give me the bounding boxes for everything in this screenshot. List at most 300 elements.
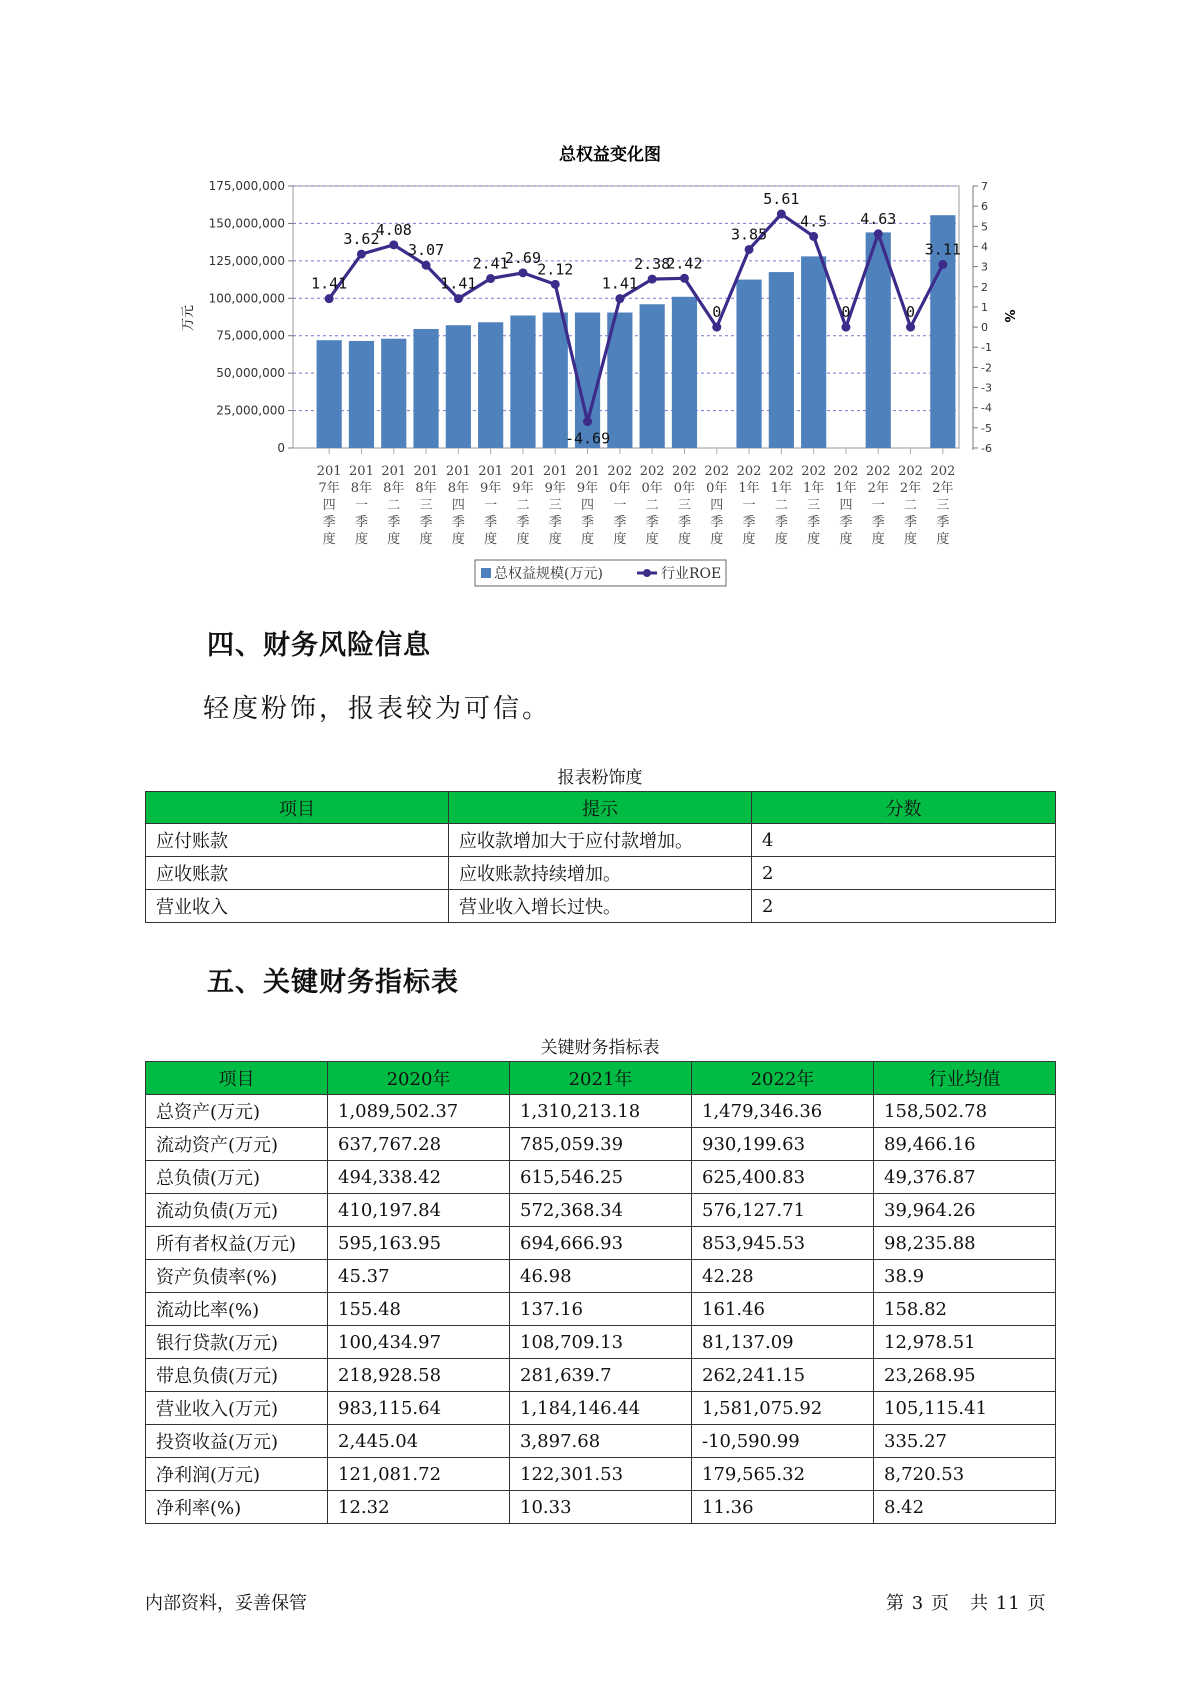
x-tick-label: 二 (904, 498, 918, 513)
x-tick-label: 201 (316, 464, 342, 479)
roe-point (809, 232, 818, 241)
y-right-tick-label: 4 (981, 240, 988, 254)
equity-bar (317, 340, 342, 448)
x-tick-label: 二 (516, 498, 530, 513)
roe-point (615, 294, 624, 303)
x-tick-label: 度 (451, 532, 465, 547)
legend-bar-swatch (481, 568, 491, 578)
x-tick-label: 季 (322, 515, 336, 530)
equity-bar (672, 297, 697, 448)
roe-point (518, 268, 527, 277)
table-cell: 4 (752, 824, 1056, 857)
table-cell: 410,197.84 (328, 1194, 510, 1227)
x-tick-label: 202 (768, 464, 794, 479)
header-cell: 行业均值 (874, 1062, 1056, 1095)
x-tick-label: 202 (898, 464, 923, 479)
table-cell: 流动资产(万元) (146, 1128, 328, 1161)
table-cell: 12.32 (328, 1491, 510, 1524)
roe-point (745, 245, 754, 254)
x-tick-label: 202 (801, 464, 827, 479)
total-prefix: 共 (970, 1593, 990, 1614)
roe-point (648, 275, 657, 284)
table-cell: 158.82 (874, 1293, 1056, 1326)
table-caption-indicators: 关键财务指标表 (540, 1038, 660, 1058)
x-tick-label: 1年 (738, 481, 760, 496)
y-axis-left (209, 179, 293, 455)
table-cell: 137.16 (510, 1293, 692, 1326)
x-tick-label: 度 (774, 532, 788, 547)
x-tick-label: 季 (451, 515, 465, 530)
x-tick-label: 一 (354, 498, 368, 513)
x-tick-label: 2年 (867, 481, 889, 496)
roe-point (874, 229, 883, 238)
roe-data-label: 0 (841, 303, 851, 322)
section-4-heading: 四、财务风险信息 (207, 630, 431, 661)
equity-bar (478, 322, 503, 448)
roe-data-label: 4.63 (860, 209, 897, 228)
x-tick-label: 度 (354, 532, 368, 547)
roe-data-label: 3.62 (343, 230, 380, 249)
table-cell: 108,709.13 (510, 1326, 692, 1359)
roe-point (680, 274, 689, 283)
table-cell: 净利率(%) (146, 1491, 328, 1524)
y-right-tick-label: -3 (981, 381, 992, 395)
roe-data-label: 2.41 (472, 254, 509, 273)
roe-point (454, 294, 463, 303)
y-left-tick-label: 25,000,000 (216, 403, 285, 418)
table-cell: 785,059.39 (510, 1128, 692, 1161)
x-tick-label: 季 (645, 515, 659, 530)
table-cell: 应收款增加大于应付款增加。 (449, 824, 752, 857)
x-tick-label: 季 (354, 515, 368, 530)
table-row (146, 824, 1056, 857)
table-cell: 122,301.53 (510, 1458, 692, 1491)
legend-line-label: 行业ROE (661, 566, 722, 582)
table-cell: 81,137.09 (692, 1326, 874, 1359)
y-right-tick-label: 0 (981, 321, 988, 335)
x-tick-label: 四 (581, 498, 595, 513)
section-5-heading: 五、关键财务指标表 (207, 967, 459, 998)
key-financial-indicators-table (145, 1061, 1056, 1524)
table-cell: 262,241.15 (692, 1359, 874, 1392)
legend-line-marker (643, 569, 651, 577)
table-cell: 1,184,146.44 (510, 1392, 692, 1425)
table-cell: 218,928.58 (328, 1359, 510, 1392)
table-cell: 应付账款 (146, 824, 449, 857)
table-cell: 应收账款 (146, 857, 449, 890)
y-right-tick-label: -2 (981, 361, 992, 375)
table-cell: 930,199.63 (692, 1128, 874, 1161)
x-tick-label: 二 (774, 498, 788, 513)
x-tick-label: 季 (677, 515, 691, 530)
x-tick-label: 201 (445, 464, 471, 479)
x-tick-label: 一 (742, 498, 756, 513)
x-tick-label: 8年 (415, 481, 437, 496)
x-tick-label: 201 (510, 464, 536, 479)
table-cell: 1,310,213.18 (510, 1095, 692, 1128)
table-row (146, 1194, 1056, 1227)
table-row (146, 1425, 1056, 1458)
legend-bar-label: 总权益规模(万元) (494, 566, 603, 582)
x-tick-label: 201 (575, 464, 600, 479)
table-cell: 带息负债(万元) (146, 1359, 328, 1392)
table-cell: 625,400.83 (692, 1161, 874, 1194)
table-row (146, 1128, 1056, 1161)
table-cell: 615,546.25 (510, 1161, 692, 1194)
y-left-tick-label: 0 (277, 441, 285, 455)
y-right-tick-label: 5 (981, 220, 988, 234)
x-tick-label: 201 (381, 464, 407, 479)
table-cell: 694,666.93 (510, 1227, 692, 1260)
x-tick-label: 202 (930, 464, 956, 479)
x-tick-label: 度 (548, 532, 562, 547)
table-row (146, 1359, 1056, 1392)
y-right-tick-label: 2 (981, 280, 988, 294)
header-cell: 2022年 (692, 1062, 874, 1095)
table-cell: 10.33 (510, 1491, 692, 1524)
roe-point (325, 294, 334, 303)
x-tick-label: 8年 (447, 481, 469, 496)
header-cell: 提示 (449, 792, 752, 824)
page-total: 11 (995, 1593, 1021, 1614)
page-prefix: 第 (886, 1593, 905, 1614)
table-row (146, 1293, 1056, 1326)
table-row (146, 1260, 1056, 1293)
table-row (146, 1227, 1056, 1260)
table-cell: 23,268.95 (874, 1359, 1056, 1392)
x-tick-label: 二 (645, 498, 659, 513)
equity-bar (866, 232, 891, 448)
table-cell: 39,964.26 (874, 1194, 1056, 1227)
x-tick-label: 1年 (803, 481, 825, 496)
table-cell: 576,127.71 (692, 1194, 874, 1227)
header-cell: 2020年 (328, 1062, 510, 1095)
table-cell: 资产负债率(%) (146, 1260, 328, 1293)
footer-confidential-note: 内部资料，妥善保管 (145, 1593, 307, 1614)
table-row (146, 1326, 1056, 1359)
x-tick-label: 201 (542, 464, 568, 479)
header-cell: 项目 (146, 792, 449, 824)
table-cell: 595,163.95 (328, 1227, 510, 1260)
x-tick-label: 一 (613, 498, 627, 513)
table-cell: 所有者权益(万元) (146, 1227, 328, 1260)
roe-point (777, 210, 786, 219)
table-row (146, 1161, 1056, 1194)
table-cell: 2 (752, 890, 1056, 923)
table-cell: 8.42 (874, 1491, 1056, 1524)
roe-data-label: 0 (712, 303, 722, 322)
y-left-tick-label: 150,000,000 (208, 216, 285, 231)
x-tick-label: 度 (484, 532, 498, 547)
table-row (146, 857, 1056, 890)
x-tick-label: 0年 (641, 481, 663, 496)
x-tick-label: 一 (871, 498, 885, 513)
table-cell: 853,945.53 (692, 1227, 874, 1260)
table-cell: 营业收入(万元) (146, 1392, 328, 1425)
roe-point (712, 323, 721, 332)
roe-data-label: 2.12 (537, 260, 574, 279)
x-tick-label: 度 (645, 532, 659, 547)
x-tick-label: 202 (704, 464, 730, 479)
x-tick-label: 8年 (350, 481, 373, 496)
roe-data-label: 1.41 (601, 274, 638, 293)
x-tick-label: 度 (710, 532, 724, 547)
x-tick-label: 三 (936, 498, 950, 513)
table-cell: 流动比率(%) (146, 1293, 328, 1326)
x-tick-label: 度 (677, 532, 691, 547)
x-tick-label: 季 (904, 515, 918, 530)
page-current: 3 (911, 1593, 925, 1614)
x-tick-label: 2年 (932, 481, 954, 496)
roe-point (583, 417, 592, 426)
footer-page-number (886, 1589, 1046, 1615)
y-right-tick-label: 6 (981, 200, 988, 214)
roe-point (422, 261, 431, 270)
x-tick-label: 201 (349, 464, 374, 479)
x-tick-label: 四 (839, 498, 853, 513)
risk-summary-text: 轻度粉饰，报表较为可信。 (203, 694, 552, 724)
x-tick-label: 三 (807, 498, 821, 513)
x-tick-label: 度 (419, 532, 433, 547)
y-right-tick-label: 3 (981, 260, 988, 274)
x-tick-label: 度 (322, 532, 336, 547)
y-axis-left-label: 万元 (181, 304, 196, 332)
table-cell: 11.36 (692, 1491, 874, 1524)
x-tick-label: 季 (936, 515, 950, 530)
table-cell: 1,581,075.92 (692, 1392, 874, 1425)
table-cell: 105,115.41 (874, 1392, 1056, 1425)
x-tick-label: 季 (742, 515, 756, 530)
x-tick-label: 201 (413, 464, 439, 479)
x-tick-label: 度 (807, 532, 821, 547)
table-cell: 983,115.64 (328, 1392, 510, 1425)
table-cell: 总负债(万元) (146, 1161, 328, 1194)
roe-point (906, 323, 915, 332)
x-tick-label: 202 (865, 464, 891, 479)
x-tick-label: 202 (607, 464, 633, 479)
equity-bar (769, 272, 794, 448)
x-tick-label: 9年 (544, 481, 566, 496)
equity-bar (349, 341, 374, 448)
page-word: 页 (930, 1593, 950, 1614)
x-tick-label: 季 (613, 515, 627, 530)
x-tick-label: 四 (710, 498, 724, 513)
table-cell: 281,639.7 (510, 1359, 692, 1392)
equity-bar (543, 313, 568, 448)
roe-data-label: 2.42 (666, 254, 703, 273)
x-tick-label: 季 (581, 515, 595, 530)
x-tick-label: 度 (387, 532, 401, 547)
table-cell: 12,978.51 (874, 1326, 1056, 1359)
equity-bar (381, 339, 406, 448)
table-cell: 335.27 (874, 1425, 1056, 1458)
table-cell: 637,767.28 (328, 1128, 510, 1161)
table-caption-whitewash: 报表粉饰度 (557, 768, 643, 788)
roe-point (486, 274, 495, 283)
roe-data-label: 0 (906, 303, 916, 322)
table-row (146, 1095, 1056, 1128)
equity-bar (801, 256, 826, 448)
roe-data-label: 5.61 (763, 190, 800, 209)
table-cell: 98,235.88 (874, 1227, 1056, 1260)
table-cell: 银行贷款(万元) (146, 1326, 328, 1359)
table-cell: 49,376.87 (874, 1161, 1056, 1194)
x-tick-label: 度 (516, 532, 530, 547)
x-tick-label: 二 (387, 498, 401, 513)
equity-bar (446, 325, 471, 448)
roe-point (841, 323, 850, 332)
table-cell: 投资收益(万元) (146, 1425, 328, 1458)
table-cell: 2 (752, 857, 1056, 890)
roe-data-label: 3.11 (924, 240, 961, 259)
x-tick-label: 季 (871, 515, 885, 530)
x-tick-label: 1年 (770, 481, 792, 496)
table-cell: 流动负债(万元) (146, 1194, 328, 1227)
x-tick-label: 202 (639, 464, 665, 479)
y-left-tick-label: 100,000,000 (208, 291, 285, 306)
x-tick-label: 四 (451, 498, 465, 513)
table-cell: 161.46 (692, 1293, 874, 1326)
equity-bar (640, 304, 665, 448)
table-cell: 100,434.97 (328, 1326, 510, 1359)
roe-data-label: 4.08 (375, 220, 412, 239)
whitewash-table (145, 791, 1056, 923)
x-tick-label: 202 (833, 464, 859, 479)
table-header-row (146, 1062, 1056, 1095)
table-cell: 8,720.53 (874, 1458, 1056, 1491)
table-cell: 1,479,346.36 (692, 1095, 874, 1128)
table-cell: 46.98 (510, 1260, 692, 1293)
y-right-tick-label: -4 (981, 401, 992, 415)
x-tick-label: 季 (516, 515, 530, 530)
y-left-tick-label: 75,000,000 (216, 328, 285, 343)
x-tick-label: 1年 (835, 481, 857, 496)
table-cell: 总资产(万元) (146, 1095, 328, 1128)
x-tick-label: 三 (548, 498, 562, 513)
equity-bar (413, 329, 438, 448)
table-cell: 营业收入增长过快。 (449, 890, 752, 923)
roe-point (389, 240, 398, 249)
y-right-tick-label: -5 (981, 421, 992, 435)
y-right-tick-label: -6 (981, 442, 992, 455)
total-word: 页 (1027, 1593, 1047, 1614)
table-cell: 营业收入 (146, 890, 449, 923)
table-cell: 158,502.78 (874, 1095, 1056, 1128)
y-right-tick-label: 1 (981, 300, 988, 314)
x-tick-label: 季 (419, 515, 433, 530)
roe-point (938, 260, 947, 269)
x-tick-label: 9年 (512, 481, 534, 496)
chart-title: 总权益变化图 (559, 145, 661, 165)
table-cell: 89,466.16 (874, 1128, 1056, 1161)
table-row (146, 1458, 1056, 1491)
x-tick-label: 0年 (609, 481, 631, 496)
table-cell: 572,368.34 (510, 1194, 692, 1227)
x-tick-label: 季 (548, 515, 562, 530)
x-tick-label: 度 (904, 532, 918, 547)
header-cell: 2021年 (510, 1062, 692, 1095)
roe-data-label: 2.38 (634, 255, 671, 274)
chart-legend (475, 560, 726, 586)
y-left-tick-label: 125,000,000 (208, 253, 285, 268)
x-tick-label: 季 (839, 515, 853, 530)
x-tick-label: 三 (419, 498, 433, 513)
x-axis (317, 448, 956, 547)
x-tick-label: 季 (710, 515, 724, 530)
table-cell: 3,897.68 (510, 1425, 692, 1458)
header-cell: 项目 (146, 1062, 328, 1095)
header-cell: 分数 (752, 792, 1056, 824)
table-cell: 应收账款持续增加。 (449, 857, 752, 890)
y-left-tick-label: 175,000,000 (208, 179, 285, 193)
x-tick-label: 四 (322, 498, 336, 513)
roe-point (357, 250, 366, 259)
table-header-row (146, 792, 1056, 824)
table-cell: 净利润(万元) (146, 1458, 328, 1491)
y-axis-right-label: % (1001, 309, 1016, 323)
table-cell: 179,565.32 (692, 1458, 874, 1491)
x-tick-label: 0年 (673, 481, 696, 496)
table-cell: -10,590.99 (692, 1425, 874, 1458)
table-row (146, 890, 1056, 923)
table-cell: 1,089,502.37 (328, 1095, 510, 1128)
equity-chart (0, 0, 1191, 600)
x-tick-label: 201 (478, 464, 504, 479)
x-tick-label: 度 (742, 532, 756, 547)
x-tick-label: 季 (387, 515, 401, 530)
x-tick-label: 9年 (576, 481, 599, 496)
roe-data-label: 1.41 (440, 274, 477, 293)
roe-data-label: 1.41 (311, 274, 348, 293)
x-tick-label: 季 (807, 515, 821, 530)
table-cell: 2,445.04 (328, 1425, 510, 1458)
table-cell: 494,338.42 (328, 1161, 510, 1194)
x-tick-label: 三 (677, 498, 691, 513)
x-tick-label: 0年 (706, 481, 728, 496)
table-row (146, 1392, 1056, 1425)
x-tick-label: 度 (613, 532, 627, 547)
x-tick-label: 2年 (899, 481, 922, 496)
x-tick-label: 202 (672, 464, 697, 479)
table-cell: 38.9 (874, 1260, 1056, 1293)
y-right-tick-label: 7 (981, 180, 988, 193)
x-tick-label: 9年 (480, 481, 502, 496)
roe-data-label: 2.69 (504, 248, 542, 267)
x-tick-label: 度 (936, 532, 950, 547)
x-tick-label: 度 (839, 532, 853, 547)
x-tick-label: 8年 (383, 481, 405, 496)
roe-data-label: 3.85 (730, 225, 768, 244)
table-cell: 45.37 (328, 1260, 510, 1293)
roe-data-label: 3.07 (407, 241, 445, 260)
roe-point (551, 280, 560, 289)
x-tick-label: 度 (581, 532, 595, 547)
table-row (146, 1491, 1056, 1524)
roe-data-label: -4.69 (564, 429, 611, 448)
x-tick-label: 季 (484, 515, 498, 530)
y-right-tick-label: -1 (981, 341, 992, 355)
table-cell: 121,081.72 (328, 1458, 510, 1491)
equity-bar (510, 316, 535, 448)
y-axis-right (973, 180, 992, 455)
x-tick-label: 度 (871, 532, 885, 547)
table-cell: 155.48 (328, 1293, 510, 1326)
roe-data-label: 4.5 (800, 212, 828, 231)
table-cell: 42.28 (692, 1260, 874, 1293)
x-tick-label: 季 (774, 515, 788, 530)
x-tick-label: 一 (484, 498, 498, 513)
x-tick-label: 7年 (318, 481, 340, 496)
